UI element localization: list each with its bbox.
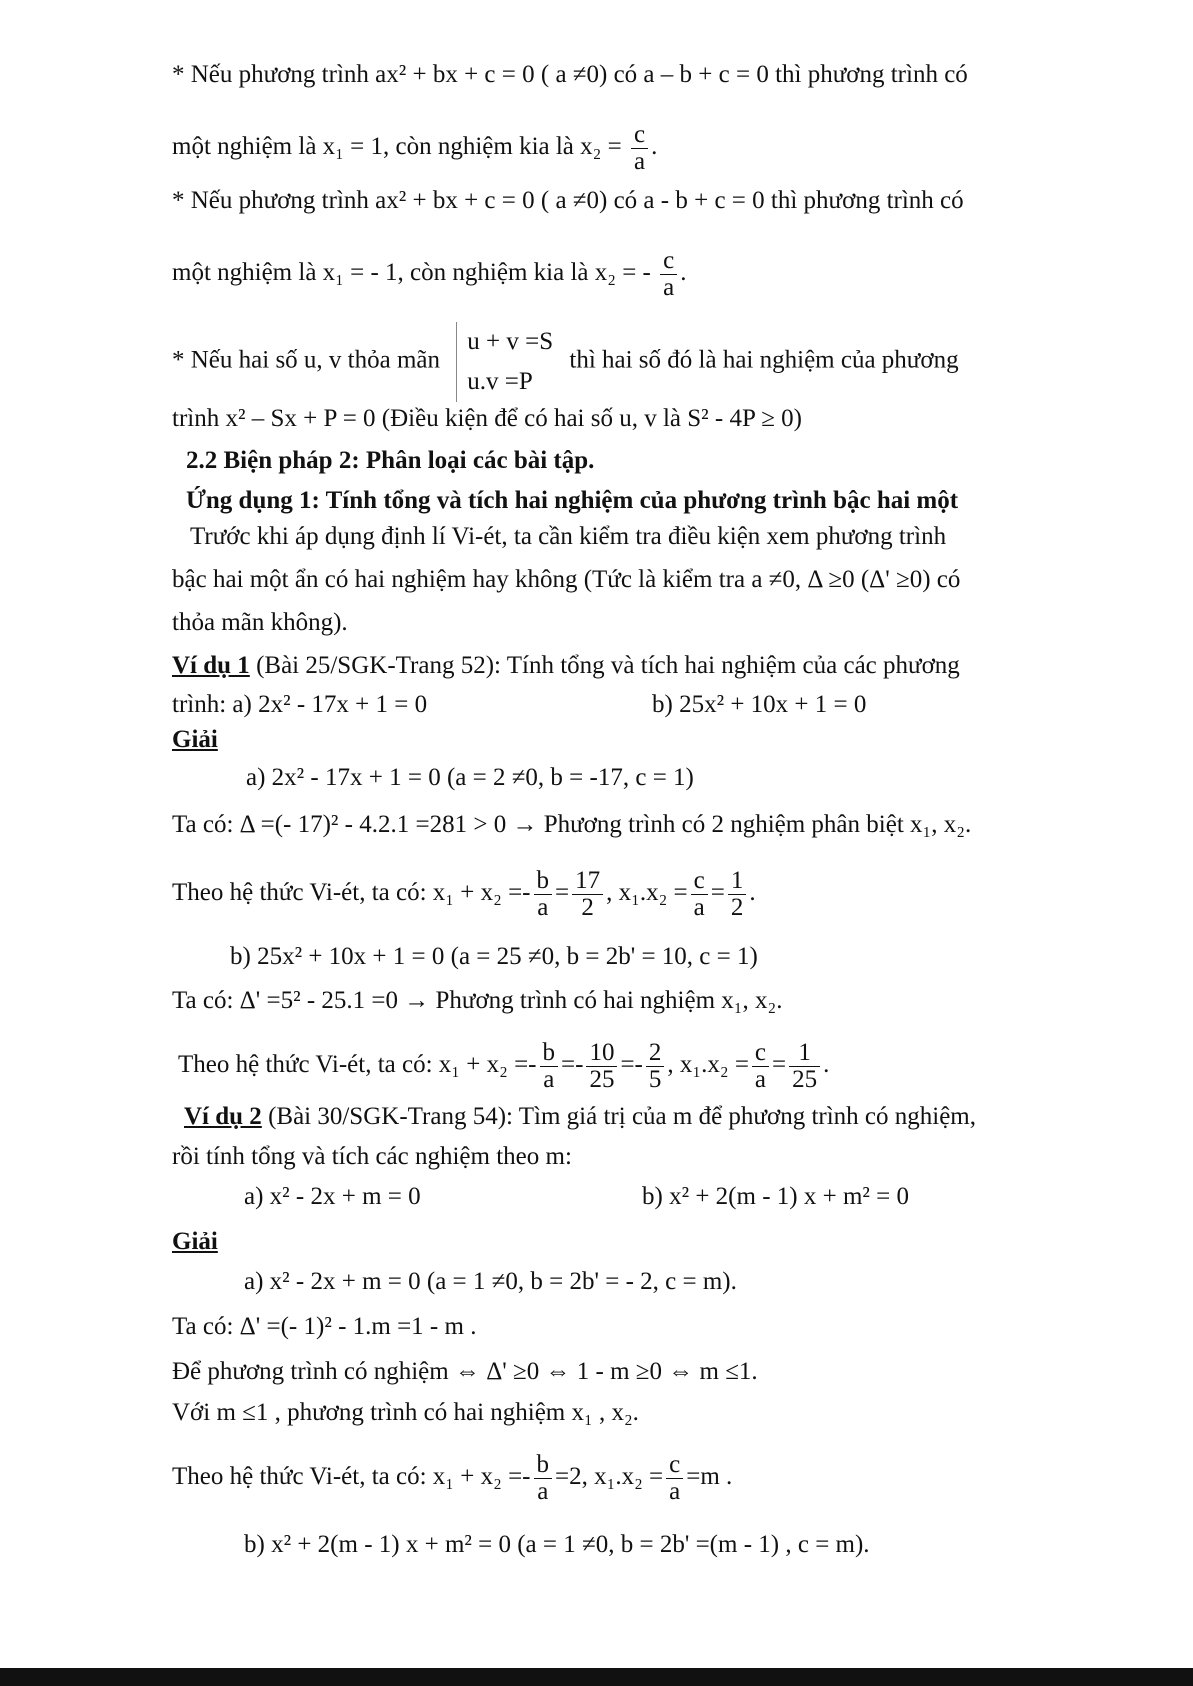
intro-line-c: thỏa mãn không).: [172, 609, 348, 636]
fraction: [534, 868, 553, 921]
frac-numerator: b: [542, 1039, 556, 1066]
rule-1-fraction: [631, 122, 648, 175]
example-2-a-line-2: Ta có: Δ' =(- 1)² - 1.m =1 - m .: [172, 1313, 477, 1340]
frac-denominator: a: [691, 894, 708, 921]
vieta-text: Theo hệ thức Vi-ét, ta có: x₁ + x₂ =-: [178, 1051, 537, 1079]
frac-denominator: a: [666, 1478, 683, 1505]
frac-denominator: 25: [789, 1066, 820, 1093]
vieta-text: =2, x₁.x₂ =: [555, 1463, 664, 1491]
example-2-line-b: rồi tính tổng và tích các nghiệm theo m:: [172, 1143, 572, 1170]
frac-numerator: 2: [648, 1039, 662, 1066]
example-1-label: Ví dụ 1: [172, 652, 250, 679]
fraction: [752, 1040, 769, 1093]
example-2-a-line-3: Để phương trình có nghiệm ⇔ Δ' ≥0 ⇔ 1 - m ≥0 ⇔ m ≤1.: [172, 1358, 758, 1385]
example-1-b-vieta: [178, 1040, 829, 1093]
frac-denominator: 5: [646, 1066, 665, 1093]
system-eq-1: u + v =S: [467, 328, 554, 355]
example-1-header: [172, 651, 960, 681]
example-1-solution-label: Giải: [172, 726, 218, 753]
example-1-equation-a: trình: a) 2x² - 17x + 1 = 0: [172, 691, 428, 718]
rule-2-line-b: một nghiệm là x₁ = - 1, còn nghiệm kia là x₂ = - $\frac{c}{a}$ .: [172, 247, 687, 301]
example-1-text: (Bài 25/SGK-Trang 52): Tính tổng và tích hai nghiệm của các phương: [249, 652, 960, 679]
vieta-text: .: [749, 879, 756, 907]
fraction: [572, 868, 603, 921]
fraction: [728, 868, 747, 921]
example-2-header: [184, 1102, 976, 1132]
example-2-b-line-1: b) x² + 2(m - 1) x + m² = 0 (a = 1 ≠0, b = 2b' =(m - 1) , c = m).: [244, 1531, 870, 1558]
example-1-b-line-2: Ta có: Δ' =5² - 25.1 =0 → Phương trình có hai nghiệm x₁, x₂.: [172, 987, 783, 1014]
rule-3-text-pre: * Nếu hai số u, v thỏa mãn: [172, 346, 441, 374]
example-1-equation-b: b) 25x² + 10x + 1 = 0: [652, 691, 867, 718]
frac-numerator: b: [536, 1451, 550, 1478]
intro-line-a: Trước khi áp dụng định lí Vi-ét, ta cần kiểm tra điều kiện xem phương trình: [190, 523, 947, 550]
frac-numerator: b: [536, 867, 550, 894]
frac-numerator: c: [663, 247, 675, 274]
rule-3-text-post: thì hai số đó là hai nghiệm của phương: [569, 346, 959, 374]
vieta-text: , x₁.x₂ =: [667, 1051, 749, 1079]
example-1-a-vieta: [172, 868, 756, 921]
vieta-text: =m .: [686, 1463, 733, 1491]
vieta-text: =-: [561, 1051, 584, 1079]
example-1-a-line-2: Ta có: Δ =(- 17)² - 4.2.1 =281 > 0 → Phương trình có 2 nghiệm phân biệt x₁, x₂.: [172, 811, 972, 838]
fraction: [534, 1452, 553, 1505]
frac-numerator: 1: [798, 1039, 811, 1066]
rule-1-text: một nghiệm là x₁ = 1, còn nghiệm kia là x₂ =: [172, 133, 622, 161]
frac-denominator: a: [752, 1066, 769, 1093]
frac-numerator: c: [693, 867, 705, 894]
section-heading: 2.2 Biện pháp 2: Phân loại các bài tập.: [186, 447, 595, 474]
rule-1-line-b: một nghiệm là x₁ = 1, còn nghiệm kia là x₂ = $\frac{c}{a}$ .: [172, 121, 658, 175]
example-2-a-vieta: [172, 1452, 732, 1505]
vieta-text: =-: [620, 1051, 643, 1079]
rule-2-fraction: [660, 248, 677, 301]
example-1-a-line-1: a) 2x² - 17x + 1 = 0 (a = 2 ≠0, b = -17, c = 1): [246, 764, 694, 791]
rule-1-line-a: * Nếu phương trình ax² + bx + c = 0 ( a ≠0) có a – b + c = 0 thì phương trình có: [172, 61, 968, 88]
vieta-text: Theo hệ thức Vi-ét, ta có: x₁ + x₂ =-: [172, 879, 531, 907]
vieta-text: Theo hệ thức Vi-ét, ta có: x₁ + x₂ =-: [172, 1463, 531, 1491]
page-bottom-border: [0, 1668, 1193, 1686]
example-2-label: Ví dụ 2: [184, 1103, 262, 1130]
system-eq-2: u.v =P: [467, 368, 533, 395]
frac-denominator: 2: [572, 894, 603, 921]
frac-numerator: c: [754, 1039, 767, 1066]
vieta-text: =: [555, 879, 570, 907]
frac-denominator: a: [540, 1066, 559, 1093]
example-2-solution-label: Giải: [172, 1228, 218, 1255]
frac-numerator: 17: [575, 867, 601, 894]
application-1-title: Ứng dụng 1: Tính tổng và tích hai nghiệm của phương trình bậc hai một: [186, 487, 959, 514]
example-2-equation-b: b) x² + 2(m - 1) x + m² = 0: [642, 1183, 909, 1210]
frac-denominator: 2: [728, 894, 747, 921]
frac-denominator: a: [534, 1478, 553, 1505]
example-2-a-line-4: Với m ≤1 , phương trình có hai nghiệm x₁ , x₂.: [172, 1399, 639, 1426]
intro-line-b: bậc hai một ẩn có hai nghiệm hay không (Tức là kiểm tra a ≠0, Δ ≥0 (Δ' ≥0) có: [172, 566, 961, 593]
vieta-text: , x₁.x₂ =: [606, 879, 688, 907]
frac-numerator: c: [633, 121, 646, 148]
frac-numerator: c: [669, 1451, 681, 1478]
frac-numerator: 1: [730, 867, 744, 894]
fraction: [646, 1040, 665, 1093]
example-2-text: (Bài 30/SGK-Trang 54): Tìm giá trị của m để phương trình có nghiệm,: [261, 1103, 976, 1130]
rule-3-line-b: trình x² – Sx + P = 0 (Điều kiện để có hai số u, v là S² - 4P ≥ 0): [172, 405, 803, 432]
vieta-text: =: [772, 1051, 787, 1079]
frac-denominator: a: [631, 148, 648, 175]
example-2-a-line-1: a) x² - 2x + m = 0 (a = 1 ≠0, b = 2b' = - 2, c = m).: [244, 1268, 737, 1295]
frac-denominator: 25: [586, 1066, 617, 1093]
rule-3-system: [456, 322, 553, 402]
fraction: [789, 1040, 820, 1093]
rule-3-line-a: [172, 322, 959, 402]
vieta-text: .: [823, 1051, 830, 1079]
frac-numerator: 10: [589, 1039, 615, 1066]
example-2-equation-a: a) x² - 2x + m = 0: [244, 1183, 421, 1210]
fraction: [540, 1040, 559, 1093]
fraction: [691, 868, 708, 921]
frac-denominator: a: [660, 274, 677, 301]
fraction: [586, 1040, 617, 1093]
rule-2-line-a: * Nếu phương trình ax² + bx + c = 0 ( a ≠0) có a - b + c = 0 thì phương trình có: [172, 187, 964, 214]
vieta-text: =: [710, 879, 725, 907]
rule-2-text: một nghiệm là x₁ = - 1, còn nghiệm kia là x₂ = -: [172, 259, 651, 287]
frac-denominator: a: [534, 894, 553, 921]
example-1-b-line-1: b) 25x² + 10x + 1 = 0 (a = 25 ≠0, b = 2b' = 10, c = 1): [230, 943, 758, 970]
fraction: [666, 1452, 683, 1505]
